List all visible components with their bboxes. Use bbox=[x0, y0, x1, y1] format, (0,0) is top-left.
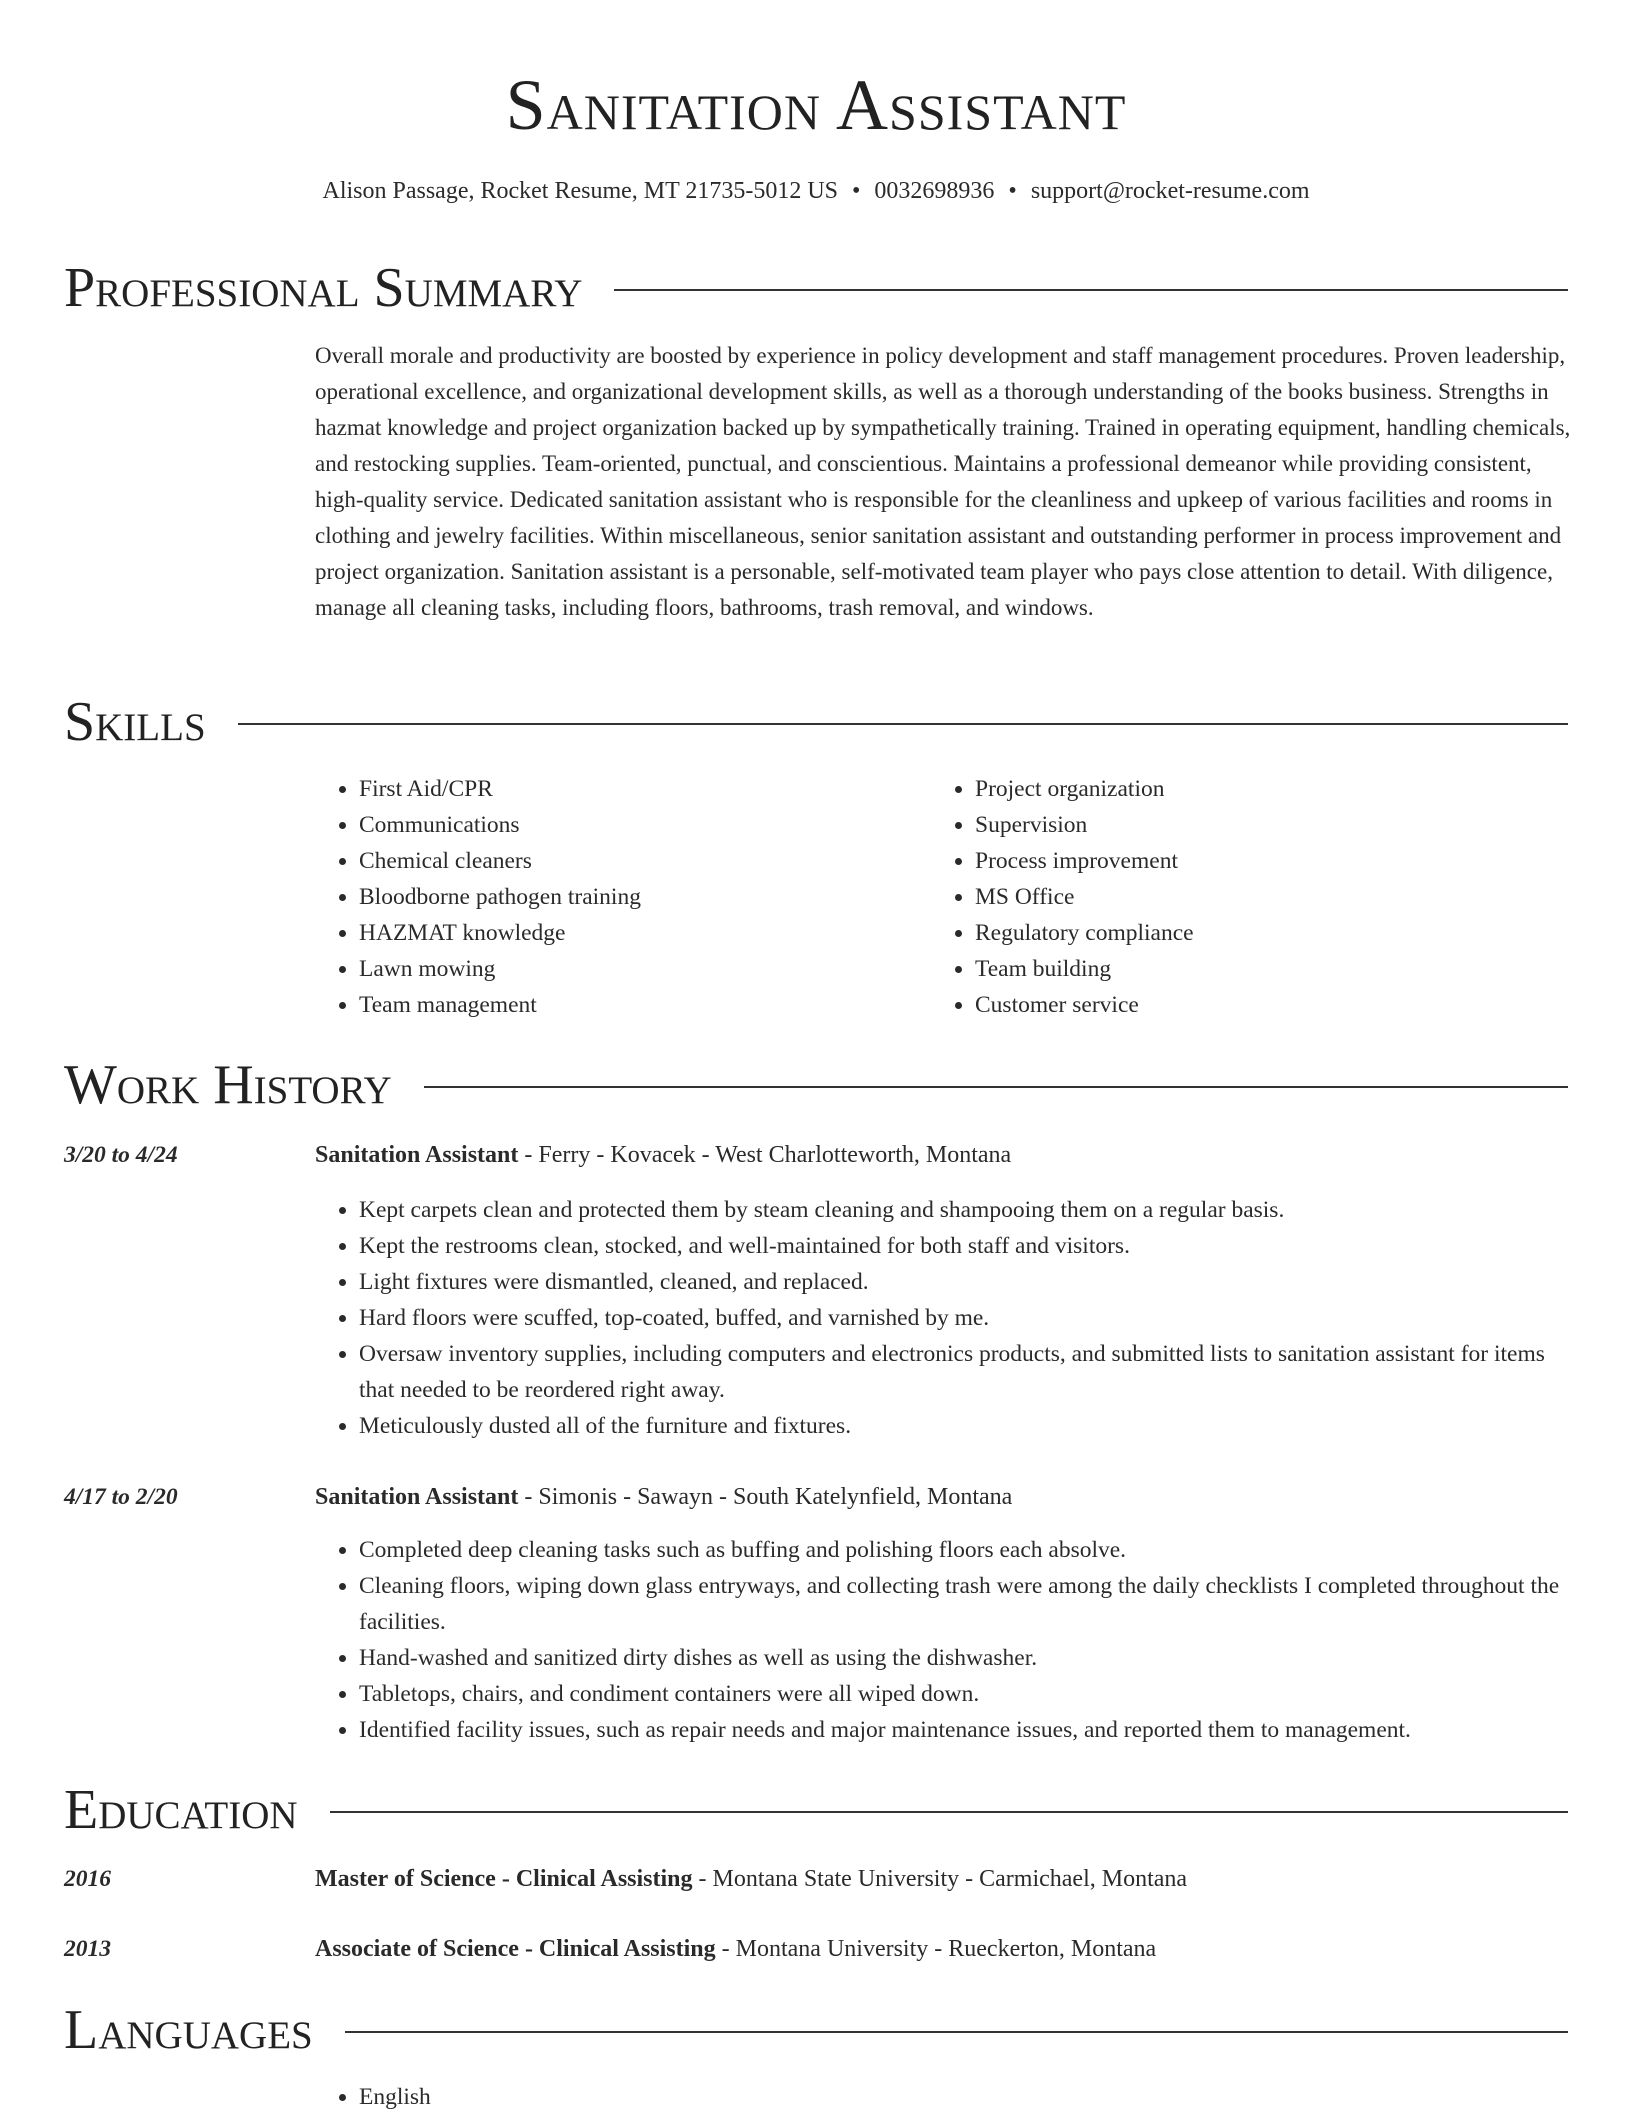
job-duty-item: • Tabletops, chairs, and condiment containers were all wiped down. bbox=[359, 1676, 1571, 1712]
education-entry bbox=[315, 1861, 1187, 1897]
section-header-skills bbox=[64, 690, 1568, 754]
section-title-education: Education bbox=[64, 1779, 298, 1841]
contact-separator: • bbox=[1008, 178, 1017, 204]
skill-item: • Project organization bbox=[975, 771, 1194, 807]
skill-item: • HAZMAT knowledge bbox=[359, 915, 641, 951]
job-title: Sanitation Assistant bbox=[315, 1142, 519, 1168]
section-divider bbox=[614, 289, 1568, 291]
contact-phone: 0032698936 bbox=[874, 178, 995, 204]
section-title-languages: Languages bbox=[64, 1999, 313, 2061]
job-title-line bbox=[315, 1137, 1011, 1173]
skill-item: • Chemical cleaners bbox=[359, 843, 641, 879]
skill-item: • Lawn mowing bbox=[359, 951, 641, 987]
job-title: Sanitation Assistant bbox=[315, 1484, 519, 1510]
skill-item: • Bloodborne pathogen training bbox=[359, 879, 641, 915]
skill-item: • Supervision bbox=[975, 807, 1194, 843]
job-duty-item: • Kept the restrooms clean, stocked, and well-maintained for both staff and visitors. bbox=[359, 1228, 1571, 1264]
education-school: - Montana State University - Carmichael, Montana bbox=[692, 1866, 1188, 1892]
job-dates: 3/20 to 4/24 bbox=[64, 1142, 178, 1168]
section-header-work bbox=[64, 1053, 1568, 1117]
job-duty-item: • Kept carpets clean and protected them by steam cleaning and shampooing them on a regular basis. bbox=[359, 1192, 1571, 1228]
section-header-summary bbox=[64, 256, 1568, 320]
section-title-summary: Professional Summary bbox=[64, 257, 583, 319]
section-header-education bbox=[64, 1778, 1568, 1842]
education-year: 2016 bbox=[64, 1866, 111, 1892]
job-employer: - Ferry - Kovacek - West Charlotteworth, Montana bbox=[518, 1142, 1012, 1168]
skill-item: • Customer service bbox=[975, 987, 1194, 1023]
job-duty-item: • Hand-washed and sanitized dirty dishes as well as using the dishwasher. bbox=[359, 1640, 1571, 1676]
education-school: - Montana University - Rueckerton, Montana bbox=[715, 1936, 1157, 1962]
section-divider bbox=[238, 723, 1568, 725]
skills-column-left bbox=[315, 771, 641, 1023]
summary-text: Overall morale and productivity are boosted by experience in policy development and staff management procedures. Proven leadership, operational excellence, and organizational development skills, as well as a thorough understanding of the books business. Strengths in hazmat knowledge and project organization backed up by sympathetically training. Trained in operating equipment, handling chemicals, and restocking supplies. Team-oriented, punctual, and conscientious. Maintains a professional demeanor while providing consistent, high-quality service. Dedicated sanitation assistant who is responsible for the cleanliness and upkeep of various facilities and rooms in clothing and jewelry facilities. Within miscellaneous, senior sanitation assistant and outstanding performer in process improvement and project organization. Sanitation assistant is a personable, self-motivated team player who pays close attention to detail. With diligence, manage all cleaning tasks, including floors, bathrooms, trash removal, and windows. bbox=[315, 343, 1571, 620]
job-duty-item: • Cleaning floors, wiping down glass entryways, and collecting trash were among the daily checklists I completed throughout the facilities. bbox=[359, 1568, 1571, 1640]
job-duties bbox=[315, 1532, 1571, 1748]
job-duty-item: • Light fixtures were dismantled, cleaned, and replaced. bbox=[359, 1264, 1571, 1300]
contact-email[interactable]: support@rocket-resume.com bbox=[1030, 178, 1310, 204]
contact-separator: • bbox=[852, 178, 861, 204]
skill-item: • Communications bbox=[359, 807, 641, 843]
section-title-work: Work History bbox=[64, 1054, 392, 1116]
education-degree: Associate of Science - Clinical Assisting bbox=[315, 1936, 716, 1962]
skill-item: • Regulatory compliance bbox=[975, 915, 1194, 951]
job-duty-item: • Hard floors were scuffed, top-coated, buffed, and varnished by me. bbox=[359, 1300, 1571, 1336]
education-degree: Master of Science - Clinical Assisting bbox=[315, 1866, 693, 1892]
job-employer: - Simonis - Sawayn - South Katelynfield, Montana bbox=[518, 1484, 1013, 1510]
resume-title: Sanitation Assistant bbox=[505, 65, 1127, 145]
section-title-skills: Skills bbox=[64, 691, 206, 753]
section-divider bbox=[345, 2031, 1568, 2033]
skill-item: • MS Office bbox=[975, 879, 1194, 915]
section-header-languages bbox=[64, 1998, 1568, 2062]
section-divider bbox=[330, 1811, 1568, 1813]
job-duty-item: • Oversaw inventory supplies, including computers and electronics products, and submitted lists to sanitation assistant for items that needed to be reordered right away. bbox=[359, 1336, 1571, 1408]
job-duty-item: • Completed deep cleaning tasks such as buffing and polishing floors each absolve. bbox=[359, 1532, 1571, 1568]
skill-item: • Process improvement bbox=[975, 843, 1194, 879]
language-item: • English bbox=[359, 2079, 1571, 2115]
education-year: 2013 bbox=[64, 1936, 111, 1962]
job-title-line bbox=[315, 1479, 1012, 1515]
job-duty-item: • Meticulously dusted all of the furniture and fixtures. bbox=[359, 1408, 1571, 1444]
skills-column-right bbox=[931, 771, 1194, 1023]
job-duty-item: • Identified facility issues, such as repair needs and major maintenance issues, and reported them to management. bbox=[359, 1712, 1571, 1748]
job-dates: 4/17 to 2/20 bbox=[64, 1484, 178, 1510]
job-duties bbox=[315, 1192, 1571, 1444]
languages-list bbox=[315, 2079, 1571, 2115]
skill-item: • Team management bbox=[359, 987, 641, 1023]
skill-item: • First Aid/CPR bbox=[359, 771, 641, 807]
contact-address: Alison Passage, Rocket Resume, MT 21735-5012 US bbox=[322, 178, 839, 204]
section-divider bbox=[424, 1086, 1568, 1088]
contact-line bbox=[0, 174, 1632, 208]
skill-item: • Team building bbox=[975, 951, 1194, 987]
education-entry bbox=[315, 1931, 1156, 1967]
